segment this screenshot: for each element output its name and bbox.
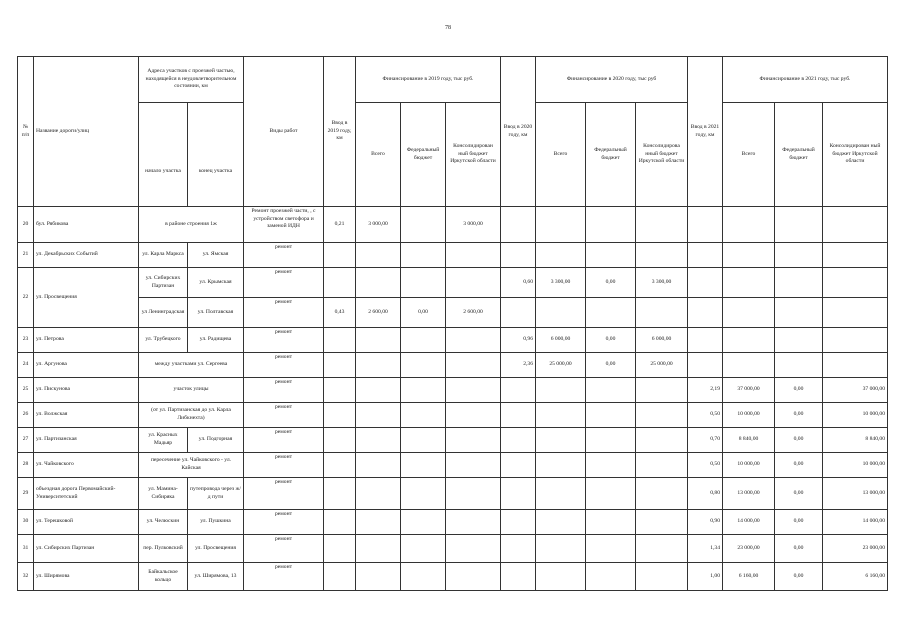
header-2020-total: Всего (536, 103, 586, 207)
financing-table (17, 56, 888, 591)
table-row (18, 403, 888, 428)
regional-2020-cell: 3 300,00 (636, 268, 688, 298)
input-2021-cell: 0,70 (688, 428, 723, 453)
regional-2021-cell: 10 000,00 (823, 403, 888, 428)
work-type-cell: ремонт (244, 378, 324, 403)
header-2020-federal: Федеральный бюджет (586, 103, 636, 207)
input-2021-cell: 0,50 (688, 453, 723, 478)
input-2020-cell (501, 243, 536, 268)
header-2019-financing: Финансирование в 2019 году, тыс руб. (356, 57, 501, 103)
total-2021-cell: 8 840,00 (723, 428, 775, 453)
street-name-cell: ул. Декабрьских Событий (34, 243, 139, 268)
total-2021-cell (723, 353, 775, 378)
regional-2019-cell (446, 453, 501, 478)
federal-2019-cell (401, 563, 446, 591)
work-type-cell: ремонт (244, 268, 324, 298)
regional-2019-cell (446, 428, 501, 453)
header-address-group: Адреса участков с проезжей частью, находящейся в неудовлетворительном состоянии, км (139, 57, 244, 103)
input-2020-cell (501, 478, 536, 510)
input-2020-cell: 0,60 (501, 268, 536, 298)
input-2021-cell (688, 353, 723, 378)
address-cell: между участками ул. Сергеева (139, 353, 244, 378)
input-2019-cell (324, 403, 356, 428)
street-name-cell: ул. Терешковой (34, 510, 139, 535)
federal-2019-cell (401, 403, 446, 428)
total-2021-cell (723, 268, 775, 298)
regional-2020-cell (636, 563, 688, 591)
regional-2019-cell (446, 510, 501, 535)
total-2019-cell (356, 403, 401, 428)
total-2019-cell (356, 535, 401, 563)
header-num: № п/п (18, 57, 34, 207)
input-2020-cell (501, 403, 536, 428)
total-2019-cell (356, 478, 401, 510)
federal-2021-cell: 0,00 (775, 453, 823, 478)
row-num-cell: 30 (18, 510, 34, 535)
federal-2020-cell (586, 298, 636, 328)
work-type-cell: ремонт (244, 563, 324, 591)
end-cell: путепровода через ж/д пути (188, 478, 244, 510)
total-2019-cell (356, 563, 401, 591)
header-2019-regional: Консолидирован ный бюджет Иркутской области (446, 103, 501, 207)
regional-2020-cell (636, 403, 688, 428)
total-2020-cell (536, 403, 586, 428)
work-type-cell: ремонт (244, 478, 324, 510)
start-cell: Байкальское кольцо (139, 563, 188, 591)
table-row (18, 353, 888, 378)
input-2021-cell: 1,34 (688, 535, 723, 563)
input-2020-cell: 2,36 (501, 353, 536, 378)
federal-2020-cell (586, 403, 636, 428)
table-row (18, 207, 888, 243)
federal-2020-cell: 0,00 (586, 353, 636, 378)
federal-2021-cell (775, 353, 823, 378)
total-2020-cell (536, 428, 586, 453)
input-2019-cell (324, 243, 356, 268)
federal-2021-cell (775, 243, 823, 268)
federal-2021-cell: 0,00 (775, 403, 823, 428)
street-name-cell: бул. Рябикова (34, 207, 139, 243)
federal-2020-cell (586, 243, 636, 268)
regional-2019-cell (446, 535, 501, 563)
regional-2019-cell (446, 268, 501, 298)
regional-2021-cell: 10 000,00 (823, 453, 888, 478)
row-num-cell: 31 (18, 535, 34, 563)
federal-2020-cell (586, 428, 636, 453)
total-2021-cell: 23 000,00 (723, 535, 775, 563)
end-cell: ул. Ямская (188, 243, 244, 268)
federal-2021-cell: 0,00 (775, 378, 823, 403)
total-2019-cell (356, 453, 401, 478)
federal-2019-cell (401, 353, 446, 378)
total-2021-cell (723, 207, 775, 243)
input-2021-cell (688, 268, 723, 298)
work-type-cell: ремонт (244, 403, 324, 428)
start-cell: ул. Трубецкого (139, 328, 188, 353)
regional-2021-cell: 37 000,00 (823, 378, 888, 403)
table-row (18, 453, 888, 478)
street-name-cell: ул. Аргунова (34, 353, 139, 378)
regional-2020-cell (636, 510, 688, 535)
input-2020-cell (501, 563, 536, 591)
table-row (18, 428, 888, 453)
work-type-cell: ремонт (244, 243, 324, 268)
header-2021-federal: Федеральный бюджет (775, 103, 823, 207)
end-cell: ул. Ширямова, 13 (188, 563, 244, 591)
row-num-cell: 29 (18, 478, 34, 510)
work-type-cell: ремонт (244, 328, 324, 353)
total-2020-cell (536, 298, 586, 328)
input-2021-cell: 2,19 (688, 378, 723, 403)
federal-2019-cell (401, 328, 446, 353)
header-2021-regional: Консолидирован ный бюджет Иркутской области (823, 103, 888, 207)
federal-2021-cell: 0,00 (775, 510, 823, 535)
work-type-cell: ремонт (244, 535, 324, 563)
work-type-cell: ремонт (244, 298, 324, 328)
regional-2021-cell (823, 207, 888, 243)
row-num-cell: 28 (18, 453, 34, 478)
regional-2020-cell (636, 428, 688, 453)
end-cell: ул. Крымская (188, 268, 244, 298)
federal-2019-cell (401, 378, 446, 403)
input-2019-cell (324, 535, 356, 563)
row-num-cell: 32 (18, 563, 34, 591)
input-2019-cell (324, 478, 356, 510)
federal-2021-cell: 0,00 (775, 428, 823, 453)
regional-2021-cell (823, 328, 888, 353)
address-cell: участок улицы (139, 378, 244, 403)
total-2019-cell (356, 378, 401, 403)
street-name-cell: ул. Петрова (34, 328, 139, 353)
row-num-cell: 21 (18, 243, 34, 268)
total-2021-cell: 6 160,00 (723, 563, 775, 591)
total-2019-cell (356, 328, 401, 353)
table-row (18, 378, 888, 403)
federal-2020-cell (586, 207, 636, 243)
regional-2021-cell: 14 000,00 (823, 510, 888, 535)
street-name-cell: ул. Чайковского (34, 453, 139, 478)
header-2021-total: Всего (723, 103, 775, 207)
header-work-type: Виды работ (244, 57, 324, 207)
regional-2019-cell (446, 478, 501, 510)
header-2019-federal: Федеральный бюджет (401, 103, 446, 207)
regional-2019-cell: 3 000,00 (446, 207, 501, 243)
regional-2019-cell (446, 563, 501, 591)
total-2020-cell (536, 378, 586, 403)
work-type-cell: ремонт (244, 453, 324, 478)
input-2020-cell (501, 535, 536, 563)
total-2020-cell (536, 510, 586, 535)
regional-2021-cell (823, 353, 888, 378)
total-2020-cell (536, 478, 586, 510)
street-name-cell: ул. Волжская (34, 403, 139, 428)
regional-2021-cell (823, 243, 888, 268)
start-cell: ул. Красных Мадьяр (139, 428, 188, 453)
input-2019-cell (324, 510, 356, 535)
total-2021-cell: 10 000,00 (723, 453, 775, 478)
total-2020-cell: 25 000,00 (536, 353, 586, 378)
federal-2020-cell: 0,00 (586, 268, 636, 298)
table-row (18, 268, 888, 298)
row-num-cell: 27 (18, 428, 34, 453)
input-2020-cell (501, 428, 536, 453)
input-2019-cell (324, 378, 356, 403)
federal-2019-cell (401, 453, 446, 478)
end-cell: ул. Пушкина (188, 510, 244, 535)
federal-2019-cell: 0,00 (401, 298, 446, 328)
input-2020-cell (501, 453, 536, 478)
input-2019-cell: 0,43 (324, 298, 356, 328)
street-name-cell: ул. Просвещения (34, 268, 139, 328)
total-2019-cell (356, 510, 401, 535)
regional-2019-cell (446, 353, 501, 378)
table-row (18, 563, 888, 591)
regional-2020-cell: 25 000,00 (636, 353, 688, 378)
federal-2021-cell: 0,00 (775, 478, 823, 510)
federal-2019-cell (401, 207, 446, 243)
table-row (18, 478, 888, 510)
total-2020-cell (536, 207, 586, 243)
input-2020-cell (501, 298, 536, 328)
page-number: 78 (445, 25, 451, 31)
table-header (18, 57, 888, 207)
regional-2021-cell: 6 160,00 (823, 563, 888, 591)
input-2019-cell (324, 563, 356, 591)
input-2020-cell (501, 510, 536, 535)
federal-2020-cell (586, 478, 636, 510)
regional-2021-cell: 13 000,00 (823, 478, 888, 510)
total-2019-cell: 3 000,00 (356, 207, 401, 243)
total-2021-cell: 14 000,00 (723, 510, 775, 535)
regional-2021-cell: 8 840,00 (823, 428, 888, 453)
federal-2020-cell (586, 563, 636, 591)
regional-2019-cell (446, 403, 501, 428)
header-2021-input: Ввод в 2021 году, км (688, 57, 723, 207)
total-2020-cell: 3 300,00 (536, 268, 586, 298)
table-row (18, 243, 888, 268)
regional-2021-cell: 23 000,00 (823, 535, 888, 563)
input-2019-cell: 0,21 (324, 207, 356, 243)
input-2021-cell: 1,00 (688, 563, 723, 591)
header-2020-regional: Консолидирова нный бюджет Иркутской области (636, 103, 688, 207)
federal-2020-cell: 0,00 (586, 328, 636, 353)
input-2021-cell: 0,80 (688, 478, 723, 510)
work-type-cell: ремонт (244, 510, 324, 535)
regional-2020-cell (636, 535, 688, 563)
table-row (18, 510, 888, 535)
federal-2021-cell (775, 298, 823, 328)
regional-2020-cell (636, 453, 688, 478)
input-2021-cell: 0,50 (688, 403, 723, 428)
federal-2021-cell: 0,00 (775, 535, 823, 563)
federal-2019-cell (401, 243, 446, 268)
address-cell: пересечение ул. Чайковского - ул. Кайская (139, 453, 244, 478)
header-2019-total: Всего (356, 103, 401, 207)
federal-2021-cell (775, 207, 823, 243)
total-2020-cell (536, 453, 586, 478)
table-row (18, 535, 888, 563)
total-2019-cell (356, 243, 401, 268)
federal-2021-cell: 0,00 (775, 563, 823, 591)
federal-2020-cell (586, 453, 636, 478)
regional-2020-cell (636, 207, 688, 243)
total-2019-cell (356, 268, 401, 298)
street-name-cell: ул. Пискунова (34, 378, 139, 403)
end-cell: ул. Просвещения (188, 535, 244, 563)
start-cell: ул Ленинградская (139, 298, 188, 328)
total-2021-cell (723, 298, 775, 328)
regional-2020-cell: 6 000,00 (636, 328, 688, 353)
total-2020-cell (536, 563, 586, 591)
input-2021-cell (688, 328, 723, 353)
start-cell: пер. Пулковский (139, 535, 188, 563)
work-type-cell: ремонт (244, 353, 324, 378)
input-2019-cell (324, 428, 356, 453)
row-num-cell: 20 (18, 207, 34, 243)
total-2021-cell: 10 000,00 (723, 403, 775, 428)
federal-2021-cell (775, 328, 823, 353)
address-cell: (от ул. Партизанская до ул. Карла Либкнехта) (139, 403, 244, 428)
federal-2019-cell (401, 478, 446, 510)
regional-2019-cell (446, 378, 501, 403)
total-2021-cell (723, 243, 775, 268)
total-2021-cell: 13 000,00 (723, 478, 775, 510)
total-2019-cell: 2 600,00 (356, 298, 401, 328)
start-cell: ул. Сибирских Партизан (139, 268, 188, 298)
header-2020-financing: Финансирование в 2020 году, тыс руб (536, 57, 688, 103)
regional-2020-cell (636, 243, 688, 268)
row-num-cell: 22 (18, 268, 34, 328)
street-name-cell: ул. Партизанская (34, 428, 139, 453)
header-end: конец участка (188, 103, 244, 207)
federal-2020-cell (586, 535, 636, 563)
street-name-cell: объездная дорога Первомайский-Университетский (34, 478, 139, 510)
table-row (18, 298, 888, 328)
federal-2021-cell (775, 268, 823, 298)
regional-2020-cell (636, 298, 688, 328)
federal-2020-cell (586, 378, 636, 403)
regional-2020-cell (636, 378, 688, 403)
input-2019-cell (324, 328, 356, 353)
input-2021-cell (688, 243, 723, 268)
start-cell: ул. Карла Маркса (139, 243, 188, 268)
federal-2019-cell (401, 268, 446, 298)
header-2019-input: Ввод в 2019 году, км (324, 57, 356, 207)
total-2020-cell (536, 535, 586, 563)
street-name-cell: ул. Сибирских Партизан (34, 535, 139, 563)
input-2019-cell (324, 268, 356, 298)
regional-2019-cell: 2 600,00 (446, 298, 501, 328)
total-2021-cell: 37 000,00 (723, 378, 775, 403)
header-2020-input: Ввод в 2020 году, км (501, 57, 536, 207)
row-num-cell: 26 (18, 403, 34, 428)
total-2020-cell: 6 000,00 (536, 328, 586, 353)
header-start: начало участка (139, 103, 188, 207)
input-2020-cell (501, 207, 536, 243)
table-row (18, 328, 888, 353)
federal-2019-cell (401, 428, 446, 453)
input-2021-cell: 0,90 (688, 510, 723, 535)
regional-2021-cell (823, 268, 888, 298)
regional-2019-cell (446, 243, 501, 268)
total-2020-cell (536, 243, 586, 268)
input-2019-cell (324, 353, 356, 378)
federal-2019-cell (401, 510, 446, 535)
row-num-cell: 24 (18, 353, 34, 378)
row-num-cell: 25 (18, 378, 34, 403)
regional-2020-cell (636, 478, 688, 510)
input-2021-cell (688, 207, 723, 243)
regional-2021-cell (823, 298, 888, 328)
end-cell: ул. Подгорная (188, 428, 244, 453)
regional-2019-cell (446, 328, 501, 353)
start-cell: ул. Челюскин (139, 510, 188, 535)
input-2020-cell (501, 378, 536, 403)
row-num-cell: 23 (18, 328, 34, 353)
table-body (18, 207, 888, 591)
street-name-cell: ул. Ширямова (34, 563, 139, 591)
federal-2020-cell (586, 510, 636, 535)
work-type-cell: ремонт (244, 428, 324, 453)
input-2021-cell (688, 298, 723, 328)
total-2019-cell (356, 353, 401, 378)
work-type-cell: Ремонт проезжей части, , с устройством светофора и заменой ИДН (244, 207, 324, 243)
header-2021-financing: Финансирование в 2021 году, тыс руб. (723, 57, 888, 103)
input-2019-cell (324, 453, 356, 478)
start-cell: ул. Мамина-Сибиряка (139, 478, 188, 510)
address-cell: в районе строения 1ж (139, 207, 244, 243)
federal-2019-cell (401, 535, 446, 563)
end-cell: ул. Радищева (188, 328, 244, 353)
header-street: Название дороги/улиц (34, 57, 139, 207)
total-2019-cell (356, 428, 401, 453)
input-2020-cell: 0,96 (501, 328, 536, 353)
total-2021-cell (723, 328, 775, 353)
end-cell: ул. Полтавская (188, 298, 244, 328)
